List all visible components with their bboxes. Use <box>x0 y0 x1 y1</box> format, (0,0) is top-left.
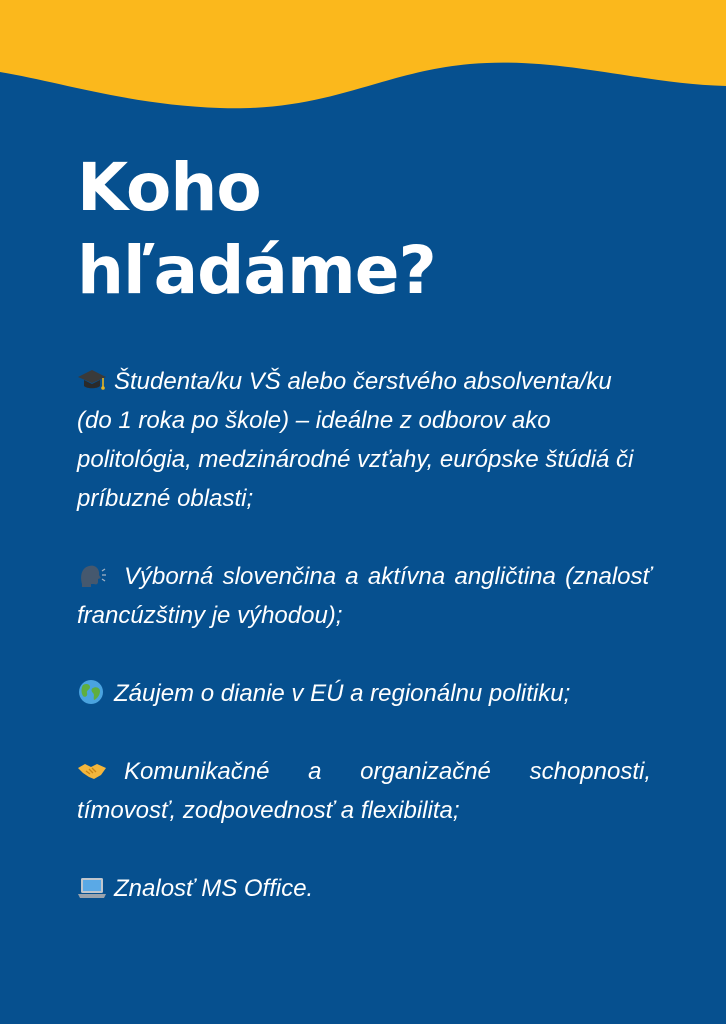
list-item <box>77 557 651 635</box>
title-line-2: hľadáme? <box>77 232 436 309</box>
list-item <box>77 752 651 830</box>
graduation-cap-icon <box>77 367 107 393</box>
yellow-wave-header <box>0 0 726 120</box>
laptop-icon <box>77 874 107 900</box>
list-item-text: Znalosť MS Office. <box>114 875 314 902</box>
list-item <box>77 869 651 908</box>
list-item <box>77 674 651 713</box>
speaking-head-icon <box>77 562 107 588</box>
requirements-list <box>77 362 651 947</box>
globe-icon <box>77 679 107 705</box>
list-item <box>77 362 651 518</box>
title-line-1: Koho <box>77 149 261 226</box>
list-item-text: Výborná slovenčina a aktívna angličtina (znalosť francúzštiny je výhodou); <box>77 563 651 629</box>
handshake-icon <box>77 757 107 783</box>
list-item-text: Študenta/ku VŠ alebo čerstvého absolventa/ku (do 1 roka po škole) – ideálne z odborov ako politológia, medzinárodné vzťahy, európske štúdiá či príbuzné oblasti; <box>77 368 634 512</box>
list-item-text: Záujem o dianie v EÚ a regionálnu politiku; <box>114 680 571 707</box>
list-item-text: Komunikačné a organizačné schopnosti, tímovosť, zodpovednosť a flexibilita; <box>77 758 651 824</box>
page-title <box>77 146 436 312</box>
